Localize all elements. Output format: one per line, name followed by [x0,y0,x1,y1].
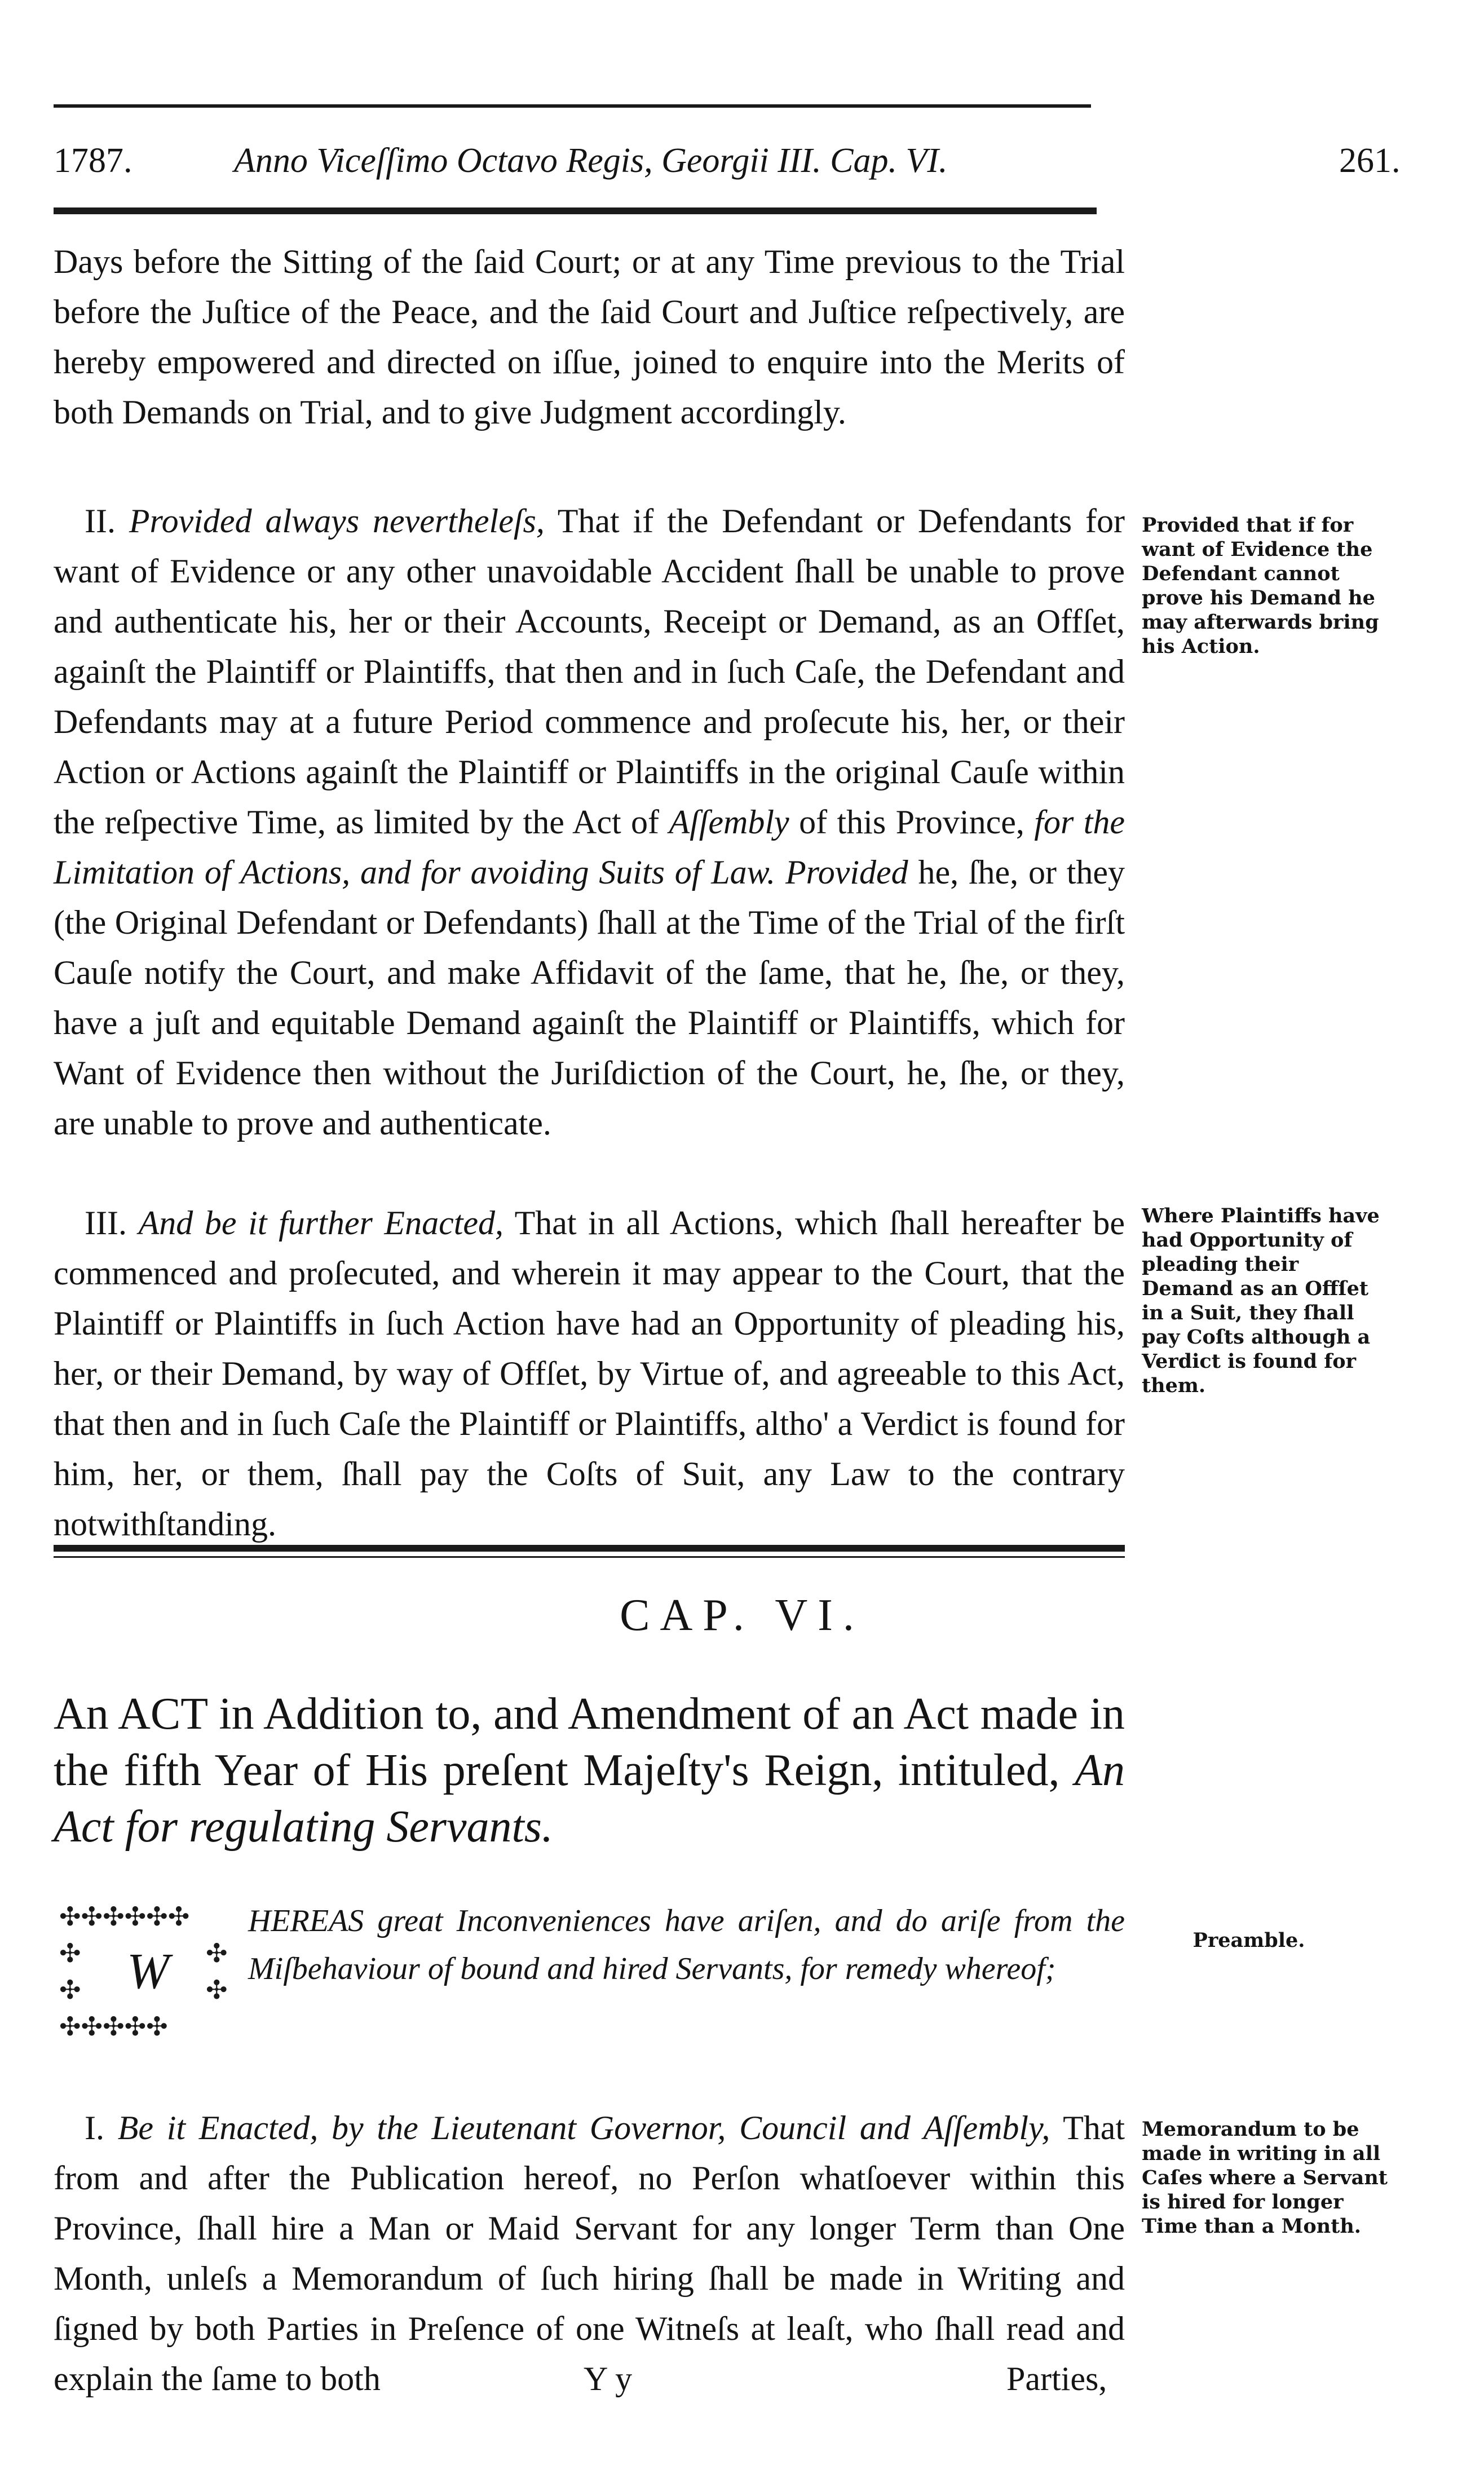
margin-note-4: Memorandum to be made in writing in all Caſes where a Servant is hired for longer Time than a Month. [1142,2118,1388,2238]
margin-note-1: Provided that if for want of Evidence the Defendant cannot prove his Demand he may afterwards bring his Action. [1142,514,1379,658]
section-2 [54,496,1125,1148]
header-top-rule [54,104,1091,108]
svg-text:✣: ✣ [206,1938,228,1968]
running-header [54,141,1401,192]
svg-text:✣: ✣ [59,1938,81,1968]
section-3-paragraph [54,1198,1125,1549]
continuation-paragraph: Days before the Sitting of the ſaid Court; or at any Time previous to the Trial before the Juſtice of the Peace, and the ſaid Court and Juſtice reſpectively, are hereby empowered and directed on iſſue, joined to enquire into the Merits of both Demands on Trial, and to give Judgment accordingly. [54,243,1125,431]
section-2-provided: Provided [785,854,908,891]
section-divider-thin [54,1556,1125,1558]
section-2-paragraph [54,496,1125,1148]
header-year: 1787. [54,142,132,180]
page-footer [54,2360,1125,2410]
svg-text:✣✣✣✣✣✣: ✣✣✣✣✣✣ [59,1901,190,1932]
section-3-lead: And be it further Enacted, [138,1204,504,1242]
signature-mark: Y y [584,2360,633,2397]
act-title-main: An ACT in Addition to, and Amendment of an Act made in the fifth Year of His preſent Majeſty's Reign, intituled, [54,1689,1125,1795]
ornamental-drop-cap [54,1900,240,2052]
margin-note-2: Where Plaintiffs have had Opportunity of pleading their Demand as an Offſet in a Suit, they ſhall pay Coſts although a Verdict is found for them. [1142,1204,1380,1397]
section-divider [54,1545,1125,1552]
page-number: 261. [1339,142,1401,180]
chapter-heading: CAP. VI. [620,1591,864,1640]
svg-text:✣: ✣ [59,1974,81,2005]
section-2-number: II. [85,502,116,540]
act-title [54,1686,1125,1855]
section-2-lead: Provided always nevertheleſs, [129,502,545,540]
chapter-section-1-text: That from and after the Publication hereof, no Perſon whatſoever within this Province, ſhall hire a Man or Maid Servant for any longer Term than One Month, unleſs a Memorandum of ſuch hiring ſhall be made in Writing and ſigned by both Parties in Preſence of one Witneſs at leaſt, who ſhall read and explain the ſame to both [54,2109,1125,2397]
act-title-italic: An Act for regulating Servants. [54,1746,1125,1852]
svg-text:✣: ✣ [206,1974,228,2005]
act-title-text [54,1686,1125,1855]
svg-text:✣✣✣✣✣: ✣✣✣✣✣ [59,2011,168,2042]
preamble [248,1897,1125,1993]
chapter-section-1-lead: Be it Enacted, by the Lieutenant Governor, Council and Aſſembly, [117,2109,1050,2146]
section-2-text-a: That if the Defendant or Defendants for want of Evidence or any other unavoidable Accident ſhall be unable to prove and authenticate his, her or their Accounts, Receipt or Demand, as an Offſet, againſt the Plaintiff or Plaintiffs, that then and in ſuch Caſe, the Defendant and Defendants may at a future Period commence and proſecute his, her, or their Action or Actions againſt the Plaintiff or Plaintiffs in the original Cauſe within the reſpective Time, as limited by the Act of [54,502,1125,841]
margin-note-3: Preamble. [1192,1929,1305,1952]
header-bottom-rule [54,207,1097,214]
section-2-text-c: he, ſhe, or they (the Original Defendant or Defendants) ſhall at the Time of the Trial of the firſt Cauſe notify the Court, and make Affidavit of the ſame, that he, ſhe, or they, have a juſt and equitable Demand againſt the Plaintiff or Plaintiffs, which for Want of Evidence then without the Juriſdiction of the Court, he, ſhe, or they, are unable to prove and authenticate. [54,854,1125,1142]
chapter-section-1-paragraph [54,2103,1125,2404]
catchword: Parties, [1006,2360,1107,2397]
section-3-number: III. [85,1204,127,1242]
section-2-act-title: for the Limitation of Actions, and for avoiding Suits of Law. [54,803,1125,891]
drop-cap-letter: W [127,1943,169,1999]
chapter-section-1-number: I. [85,2109,104,2146]
preamble-text: HEREAS great Inconveniences have ariſen, and do ariſe from the Miſbehaviour of bound and hired Servants, for remedy whereof; [248,1903,1125,1986]
section-3-text: That in all Actions, which ſhall hereafter be commenced and proſecuted, and wherein it may appear to the Court, that the Plaintiff or Plaintiffs in ſuch Action have had an Opportunity of pleading his, her, or their Demand, by way of Offſet, by Virtue of, and agreeable to this Act, that then and in ſuch Caſe the Plaintiff or Plaintiffs, altho' a Verdict is found for him, her, or them, ſhall pay the Coſts of Suit, any Law to the contrary notwithſtanding. [54,1204,1125,1543]
section-3 [54,1198,1125,1549]
chapter-section-1 [54,2103,1125,2404]
section-2-text-b: of this Province, [799,803,1024,841]
section-2-assembly: Aſſembly [669,803,789,841]
body-continuation [54,237,1125,438]
header-title: Anno Viceſſimo Octavo Regis, Georgii III. Cap. VI. [234,142,948,180]
